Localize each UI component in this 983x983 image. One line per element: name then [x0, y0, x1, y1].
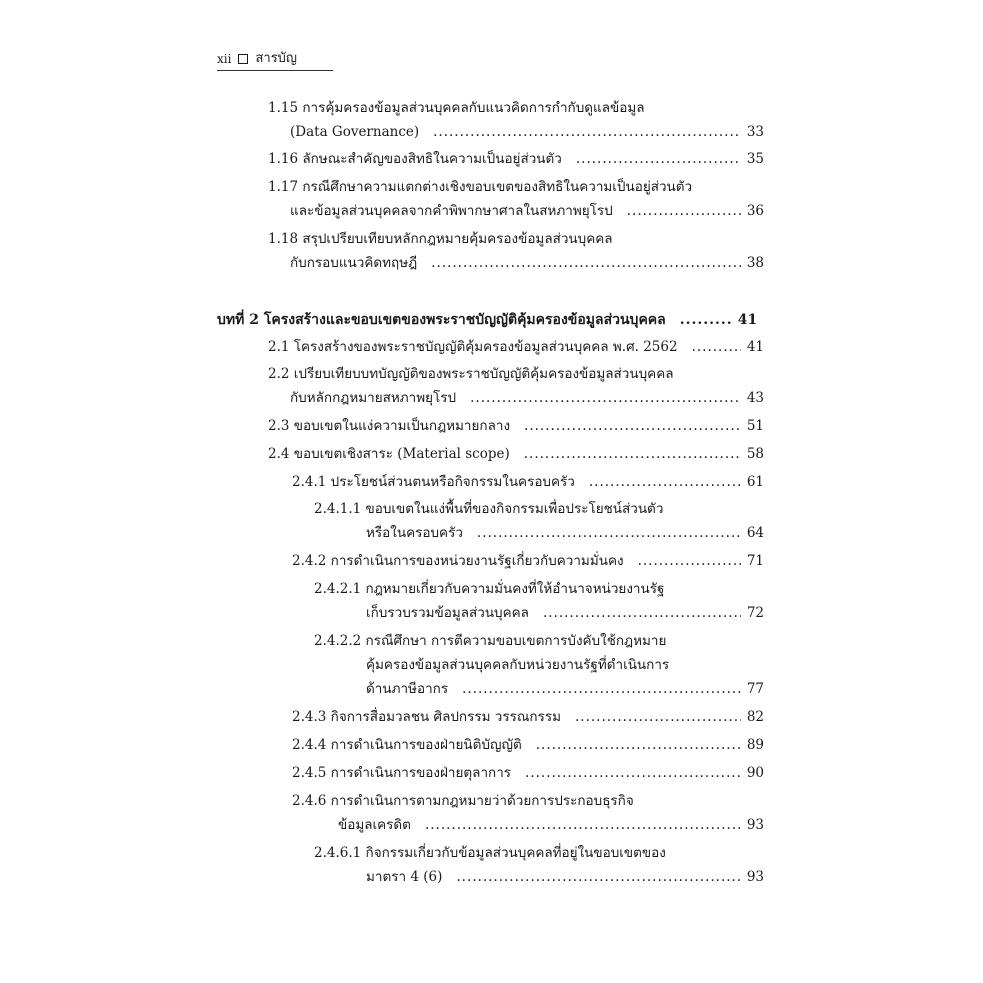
toc-entry-text: 2.4.1 ประโยชน์ส่วนตนหรือกิจกรรมในครอบครัว [292, 474, 575, 490]
dot-leader [462, 678, 741, 700]
toc-entry-2-2[interactable] [290, 387, 764, 409]
toc-entry-2-4-1-1-line1: 2.4.1.1 ขอบเขตในแง่พื้นที่ของกิจกรรมเพื่อประโยชน์ส่วนตัว [314, 501, 664, 517]
page-ref: 58 [746, 446, 764, 462]
toc-entry-2-3[interactable] [268, 415, 764, 437]
toc-entry-text: เก็บรวบรวมข้อมูลส่วนบุคคล [366, 605, 529, 621]
page-ref: 90 [746, 765, 764, 781]
section-title: สารบัญ [255, 51, 297, 66]
toc-entry-2-4-2-2-line1: 2.4.2.2 กรณีศึกษา การตีความขอบเขตการบังคับใช้กฎหมาย [314, 633, 667, 649]
page-ref: 41 [737, 312, 758, 328]
toc-entry-2-4-2-1[interactable] [366, 602, 764, 624]
page-ref: 89 [746, 737, 764, 753]
dot-leader [576, 148, 741, 170]
toc-entry-text: กับกรอบแนวคิดทฤษฎี [290, 255, 418, 271]
toc-entry-1-17-line1: 1.17 กรณีศึกษาความแตกต่างเชิงขอบเขตของสิทธิในความเป็นอยู่ส่วนตัว [268, 179, 693, 195]
page-ref: 61 [746, 474, 764, 490]
toc-entry-2-4-6-line1: 2.4.6 การดำเนินการตามกฎหมายว่าด้วยการประกอบธุรกิจ [292, 793, 634, 809]
page-ref: 71 [746, 553, 764, 569]
dot-leader [627, 200, 741, 222]
page-ref: 93 [746, 869, 764, 885]
page-ref: 41 [746, 339, 764, 355]
toc-chapter-2[interactable] [217, 309, 764, 331]
dot-leader [638, 550, 741, 572]
toc-entry-1-16[interactable] [268, 148, 764, 170]
toc-entry-text: มาตรา 4 (6) [366, 869, 443, 885]
dot-leader [456, 866, 740, 888]
toc-chapter-title: บทที่ 2 โครงสร้างและขอบเขตของพระราชบัญญัติคุ้มครองข้อมูลส่วนบุคคล [217, 312, 666, 328]
toc-entry-2-4-1[interactable] [292, 471, 764, 493]
toc-entry-text: และข้อมูลส่วนบุคคลจากคำพิพากษาศาลในสหภาพยุโรป [290, 203, 613, 219]
toc-entry-text: 2.4.4 การดำเนินการของฝ่ายนิติบัญญัติ [292, 737, 522, 753]
toc-entry-text: (Data Governance) [290, 124, 420, 140]
dot-leader [524, 443, 741, 465]
toc-entry-1-18-line1: 1.18 สรุปเปรียบเทียบหลักกฎหมายคุ้มครองข้อมูลส่วนบุคคล [268, 231, 613, 247]
toc-entry-text: หรือในครอบครัว [366, 525, 463, 541]
toc-entry-1-17[interactable] [290, 200, 764, 222]
toc-entry-text: 2.4.2 การดำเนินการของหน่วยงานรัฐเกี่ยวกับความมั่นคง [292, 553, 624, 569]
toc-entry-text: 2.4 ขอบเขตเชิงสาระ (Material scope) [268, 446, 510, 462]
dot-leader [433, 121, 741, 143]
page-ref: 64 [746, 525, 764, 541]
toc-entry-1-15-line1: 1.15 การคุ้มครองข้อมูลส่วนบุคคลกับแนวคิดการกำกับดูแลข้อมูล [268, 100, 645, 116]
page-ref: 38 [746, 255, 764, 271]
page-ref: 36 [746, 203, 764, 219]
toc-entry-2-4-2-1-line1: 2.4.2.1 กฎหมายเกี่ยวกับความมั่นคงที่ให้อำนาจหน่วยงานรัฐ [314, 581, 665, 597]
toc-entry-2-4-6-1[interactable] [366, 866, 764, 888]
dot-leader [575, 706, 741, 728]
page-ref: 77 [746, 681, 764, 697]
page-ref: 93 [746, 817, 764, 833]
dot-leader [692, 336, 741, 358]
toc-entry-text: 2.4.3 กิจการสื่อมวลชน ศิลปกรรม วรรณกรรม [292, 709, 561, 725]
toc-entry-2-4-1-1[interactable] [366, 522, 764, 544]
toc-entry-2-4-2-2-line2: คุ้มครองข้อมูลส่วนบุคคลกับหน่วยงานรัฐที่ดำเนินการ [366, 657, 670, 673]
toc-entry-1-18[interactable] [290, 252, 764, 274]
dot-leader [477, 522, 741, 544]
dot-leader [470, 387, 741, 409]
toc-entry-text: ด้านภาษีอากร [366, 681, 449, 697]
page-ref: 33 [746, 124, 764, 140]
toc-entry-2-4-5[interactable] [292, 762, 764, 784]
toc-entry-2-4-2-2[interactable] [366, 678, 764, 700]
toc-entry-2-4-4[interactable] [292, 734, 764, 756]
toc-entry-text: 2.3 ขอบเขตในแง่ความเป็นกฎหมายกลาง [268, 418, 511, 434]
toc-entry-2-4-6[interactable] [338, 814, 764, 836]
page-header [217, 50, 297, 68]
toc-entry-2-4-3[interactable] [292, 706, 764, 728]
toc-entry-2-1[interactable] [268, 336, 764, 358]
dot-leader [525, 762, 741, 784]
toc-entry-1-15[interactable] [290, 121, 764, 143]
page-ref: 72 [746, 605, 764, 621]
toc-entry-2-4[interactable] [268, 443, 764, 465]
header-rule [217, 70, 333, 71]
toc-entry-text: กับหลักกฎหมายสหภาพยุโรป [290, 390, 457, 406]
square-bullet-icon [238, 54, 248, 64]
dot-leader [425, 814, 741, 836]
page-ref: 51 [746, 418, 764, 434]
toc-entry-text: 1.16 ลักษณะสำคัญของสิทธิในความเป็นอยู่ส่วนตัว [268, 151, 562, 167]
dot-leader [536, 734, 741, 756]
toc-entry-2-4-6-1-line1: 2.4.6.1 กิจกรรมเกี่ยวกับข้อมูลส่วนบุคคลที่อยู่ในขอบเขตของ [314, 845, 666, 861]
dot-leader [589, 471, 741, 493]
dot-leader [524, 415, 741, 437]
toc-entry-2-2-line1: 2.2 เปรียบเทียบบทบัญญัติของพระราชบัญญัติคุ้มครองข้อมูลส่วนบุคคล [268, 366, 674, 382]
page-ref: 35 [746, 151, 764, 167]
page-ref: 43 [746, 390, 764, 406]
toc-entry-2-4-2[interactable] [292, 550, 764, 572]
dot-leader [543, 602, 741, 624]
dot-leader [431, 252, 741, 274]
toc-entry-text: 2.4.5 การดำเนินการของฝ่ายตุลาการ [292, 765, 512, 781]
page-ref: 82 [746, 709, 764, 725]
toc-entry-text: ข้อมูลเครดิต [338, 817, 411, 833]
dot-leader [680, 309, 732, 331]
page-number: xii [217, 52, 232, 66]
toc-entry-text: 2.1 โครงสร้างของพระราชบัญญัติคุ้มครองข้อมูลส่วนบุคคล พ.ศ. 2562 [268, 339, 678, 355]
